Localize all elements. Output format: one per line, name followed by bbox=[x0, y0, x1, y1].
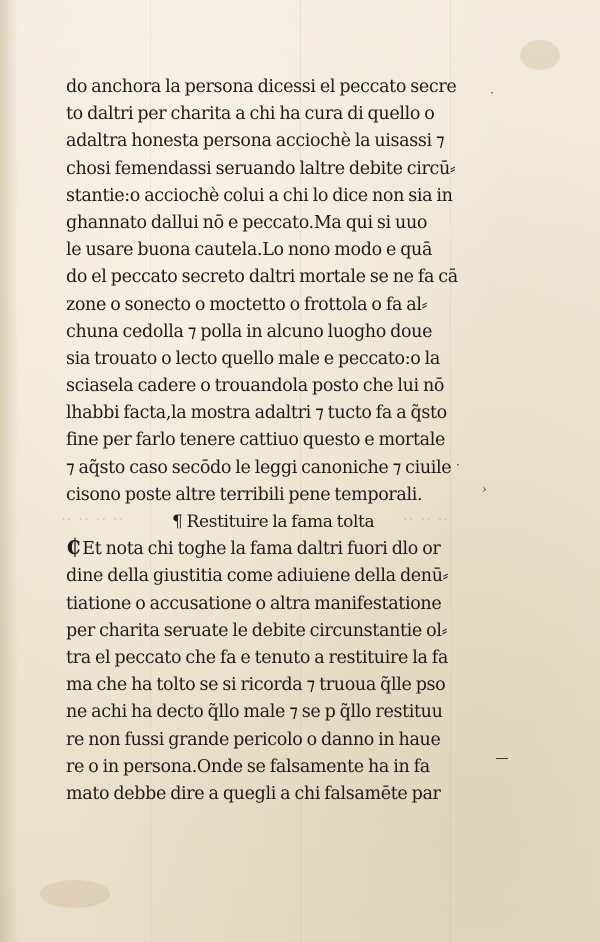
text-line: tra el peccato che fa e tenuto a restituire la fa bbox=[66, 647, 448, 668]
text-line: dine della giustitia come adiuiene della denū⸗ bbox=[66, 566, 449, 587]
paper-stain bbox=[520, 40, 560, 70]
paper-stain bbox=[40, 880, 110, 908]
margin-mark: · bbox=[490, 86, 494, 100]
margin-mark: › bbox=[482, 482, 487, 496]
bleed-through-text: ·· ·· ·· ·· bbox=[60, 510, 124, 528]
section-heading-text: Restituire la fama tolta bbox=[186, 512, 375, 532]
text-line: le usare buona cautela.Lo nono modo e quā bbox=[66, 240, 433, 261]
text-line: sciasela cadere o trouandola posto che lui nō bbox=[66, 376, 445, 397]
pilcrow-initial-icon: ₵ bbox=[66, 536, 81, 560]
text-line: re non fussi grande pericolo o danno in haue bbox=[66, 729, 441, 750]
bleed-through-text: ·· ·· ·· bbox=[402, 510, 449, 528]
text-line-content: Et nota chi toghe la fama daltri fuori dlo or bbox=[82, 539, 441, 560]
text-block bbox=[66, 74, 490, 808]
text-line: ghannato dallui nō e peccato.Ma qui si uuo bbox=[66, 212, 428, 233]
text-line: tiatione o accusatione o altra manifestatione bbox=[66, 593, 442, 614]
text-line: do anchora la persona dicessi el peccato secre bbox=[66, 77, 457, 97]
text-line: per charita seruate le debite circunstantie ol⸗ bbox=[66, 620, 448, 641]
text-line bbox=[66, 536, 490, 563]
text-line: mato debbe dire a quegli a chi falsamēte par bbox=[66, 783, 441, 804]
text-line: cisono poste altre terribili pene temporali. bbox=[66, 484, 423, 505]
text-line: adaltra honesta persona acciochè la uisassi ⁊ bbox=[66, 131, 445, 152]
text-line: sia trouato o lecto quello male e peccato:o la bbox=[66, 348, 440, 369]
text-line: re o in persona.Onde se falsamente ha in fa bbox=[66, 756, 430, 777]
text-line: fine per farlo tenere cattiuo questo e mortale bbox=[66, 430, 445, 451]
text-line: zone o sonecto o moctetto o frottola o fa al⸗ bbox=[66, 294, 428, 315]
paragraph-mark-icon: ¶ bbox=[172, 512, 183, 532]
text-line: stantie:o acciochè colui a chi lo dice non sia in bbox=[66, 185, 453, 206]
text-line: lhabbi facta,la mostra adaltri ⁊ tucto fa a q̃sto bbox=[66, 403, 447, 424]
page-edge-shadow bbox=[0, 0, 18, 942]
margin-mark: · bbox=[456, 458, 460, 472]
margin-dash-mark bbox=[496, 758, 508, 759]
text-line: ⁊ aq̃sto caso secōdo le leggi canoniche ⁊ ciuile bbox=[66, 457, 452, 478]
text-line: do el peccato secreto daltri mortale se ne fa cā bbox=[66, 267, 458, 288]
text-line: chosi femendassi seruando laltre debite circū⸗ bbox=[66, 158, 456, 179]
text-line: chuna cedolla ⁊ polla in alcuno luogho doue bbox=[66, 321, 433, 342]
text-line: ne achi ha decto q̃llo male ⁊ se p q̃llo restituu bbox=[66, 702, 443, 723]
section-heading bbox=[66, 509, 490, 536]
text-line: to daltri per charita a chi ha cura di quello o bbox=[66, 104, 435, 125]
text-line: ma che ha tolto se si ricorda ⁊ truoua q̃lle pso bbox=[66, 675, 446, 696]
